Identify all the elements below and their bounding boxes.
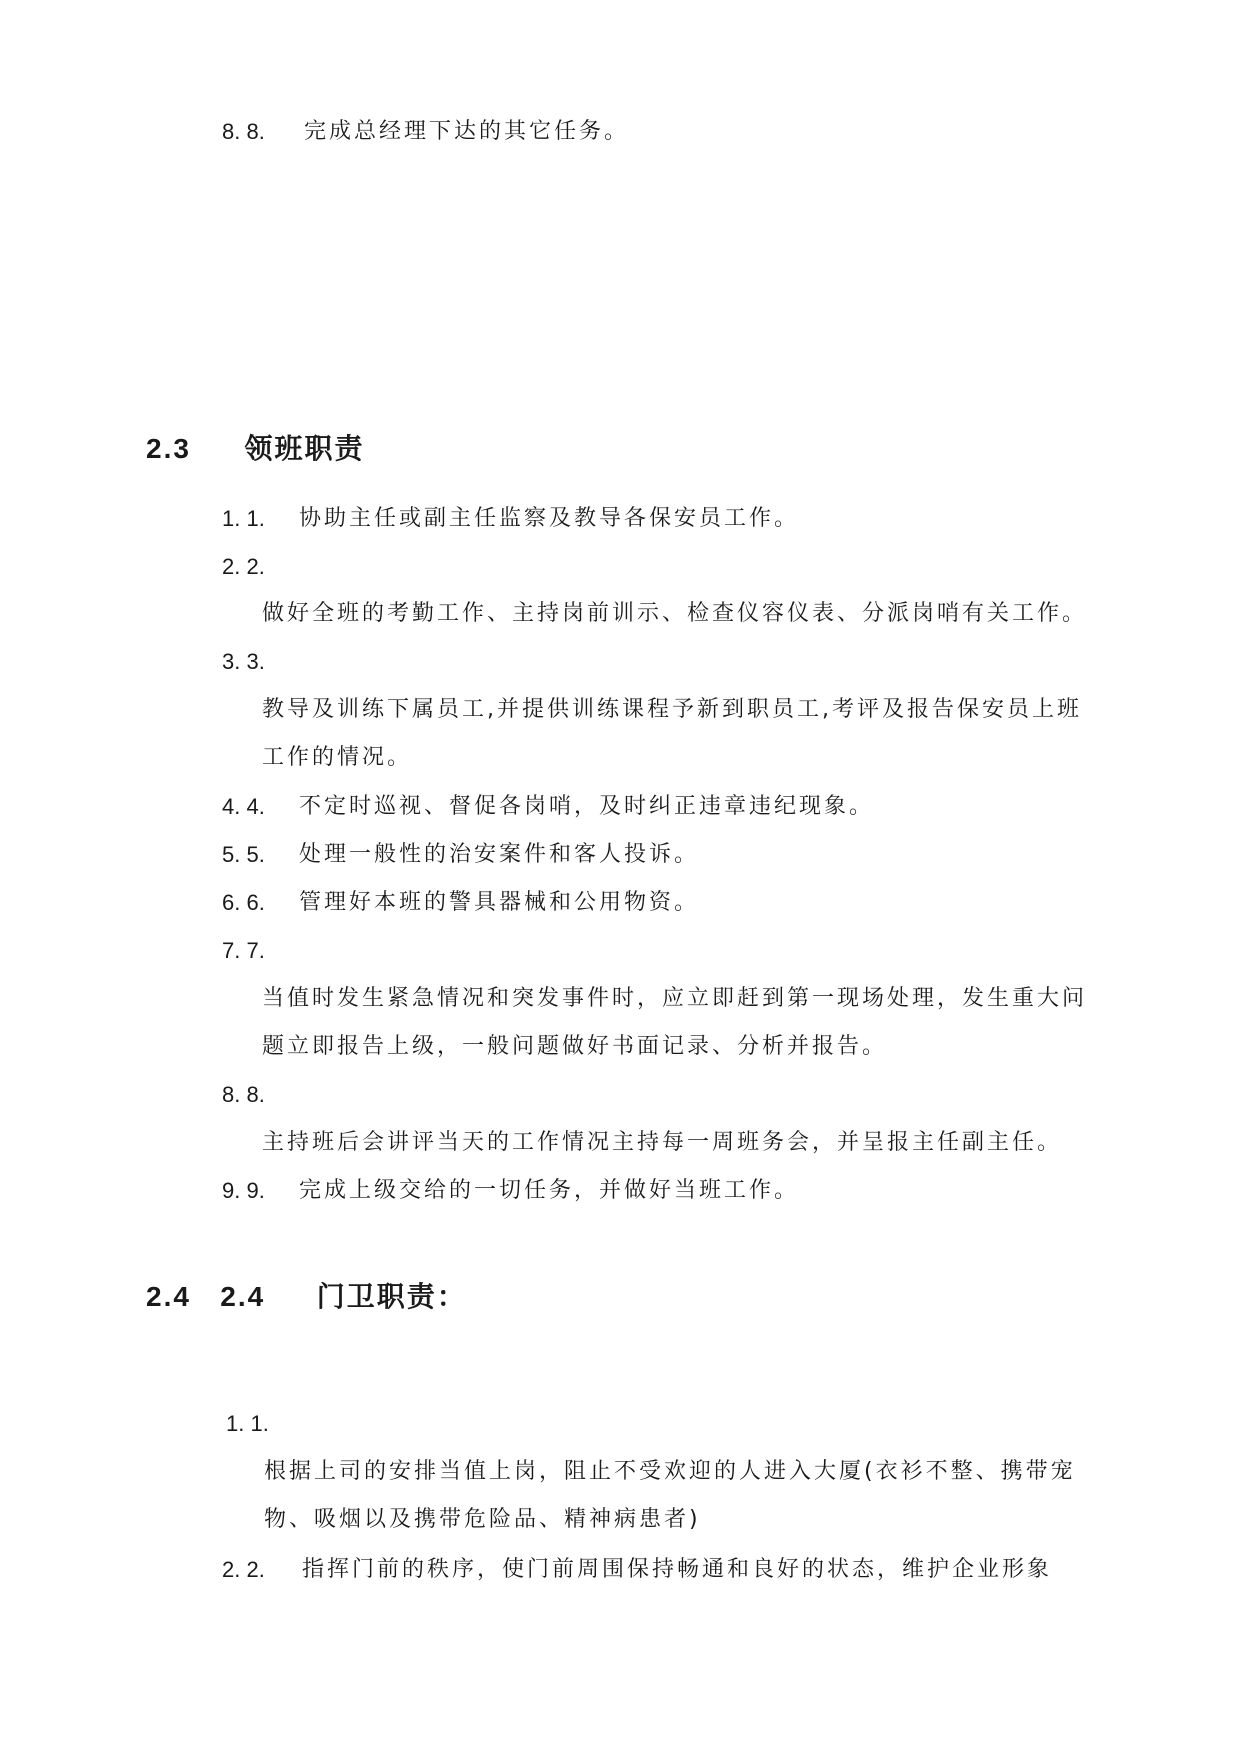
list-item-text: 做好全班的考勤工作、主持岗前训示、检查仪容仪表、分派岗哨有关工作。 xyxy=(262,601,1088,626)
list-item-number: 8. 8. xyxy=(222,1082,265,1107)
list-item-text: 当值时发生紧急情况和突发事件时，应立即赶到第一现场处理，发生重大问 xyxy=(262,986,1088,1011)
list-item-text: 根据上司的安排当值上岗，阻止不受欢迎的人进入大厦(衣衫不整、携带宠 xyxy=(264,1459,1076,1484)
section-heading-2-4 xyxy=(146,1280,467,1314)
section-heading-2-3 xyxy=(146,432,364,466)
list-item-number: 6. 6. xyxy=(222,890,265,915)
section-title: 门卫职责： xyxy=(316,1280,467,1313)
list-item-text: 完成上级交给的一切任务，并做好当班工作。 xyxy=(299,1178,800,1203)
list-item-text: 工作的情况。 xyxy=(262,745,413,770)
list-item-number: 9. 9. xyxy=(222,1178,265,1203)
list-item-text: 处理一般性的治安案件和客人投诉。 xyxy=(299,842,700,867)
list-item-text: 完成总经理下达的其它任务。 xyxy=(304,119,630,144)
list-item-text: 管理好本班的警具器械和公用物资。 xyxy=(299,890,700,915)
list-item-number: 8. 8. xyxy=(222,119,265,144)
list-item-text: 题立即报告上级，一般问题做好书面记录、分析并报告。 xyxy=(262,1034,888,1059)
section-title: 领班职责 xyxy=(244,432,365,465)
list-item-number: 2. 2. xyxy=(222,554,265,579)
list-item-text: 物、吸烟以及携带危险品、精神病患者) xyxy=(264,1507,701,1532)
section-number: 2.4 2.4 xyxy=(146,1281,266,1312)
list-item-text: 教导及训练下属员工,并提供训练课程予新到职员工,考评及报告保安员上班 xyxy=(262,697,1082,722)
list-item-text: 主持班后会讲评当天的工作情况主持每一周班务会，并呈报主任副主任。 xyxy=(262,1130,1063,1155)
list-item-number: 2. 2. xyxy=(222,1557,265,1582)
list-item-text: 不定时巡视、督促各岗哨，及时纠正违章违纪现象。 xyxy=(299,794,875,819)
list-item-number: 5. 5. xyxy=(222,842,265,867)
list-item-number: 1. 1. xyxy=(226,1411,269,1436)
list-item-text: 指挥门前的秩序，使门前周围保持畅通和良好的状态，维护企业形象 xyxy=(302,1557,1053,1582)
section-number: 2.3 xyxy=(146,433,191,464)
list-item-number: 4. 4. xyxy=(222,794,265,819)
list-item-number: 7. 7. xyxy=(222,938,265,963)
list-item-text: 协助主任或副主任监察及教导各保安员工作。 xyxy=(299,506,800,531)
list-item-number: 1. 1. xyxy=(222,506,265,531)
list-item-number: 3. 3. xyxy=(222,649,265,674)
